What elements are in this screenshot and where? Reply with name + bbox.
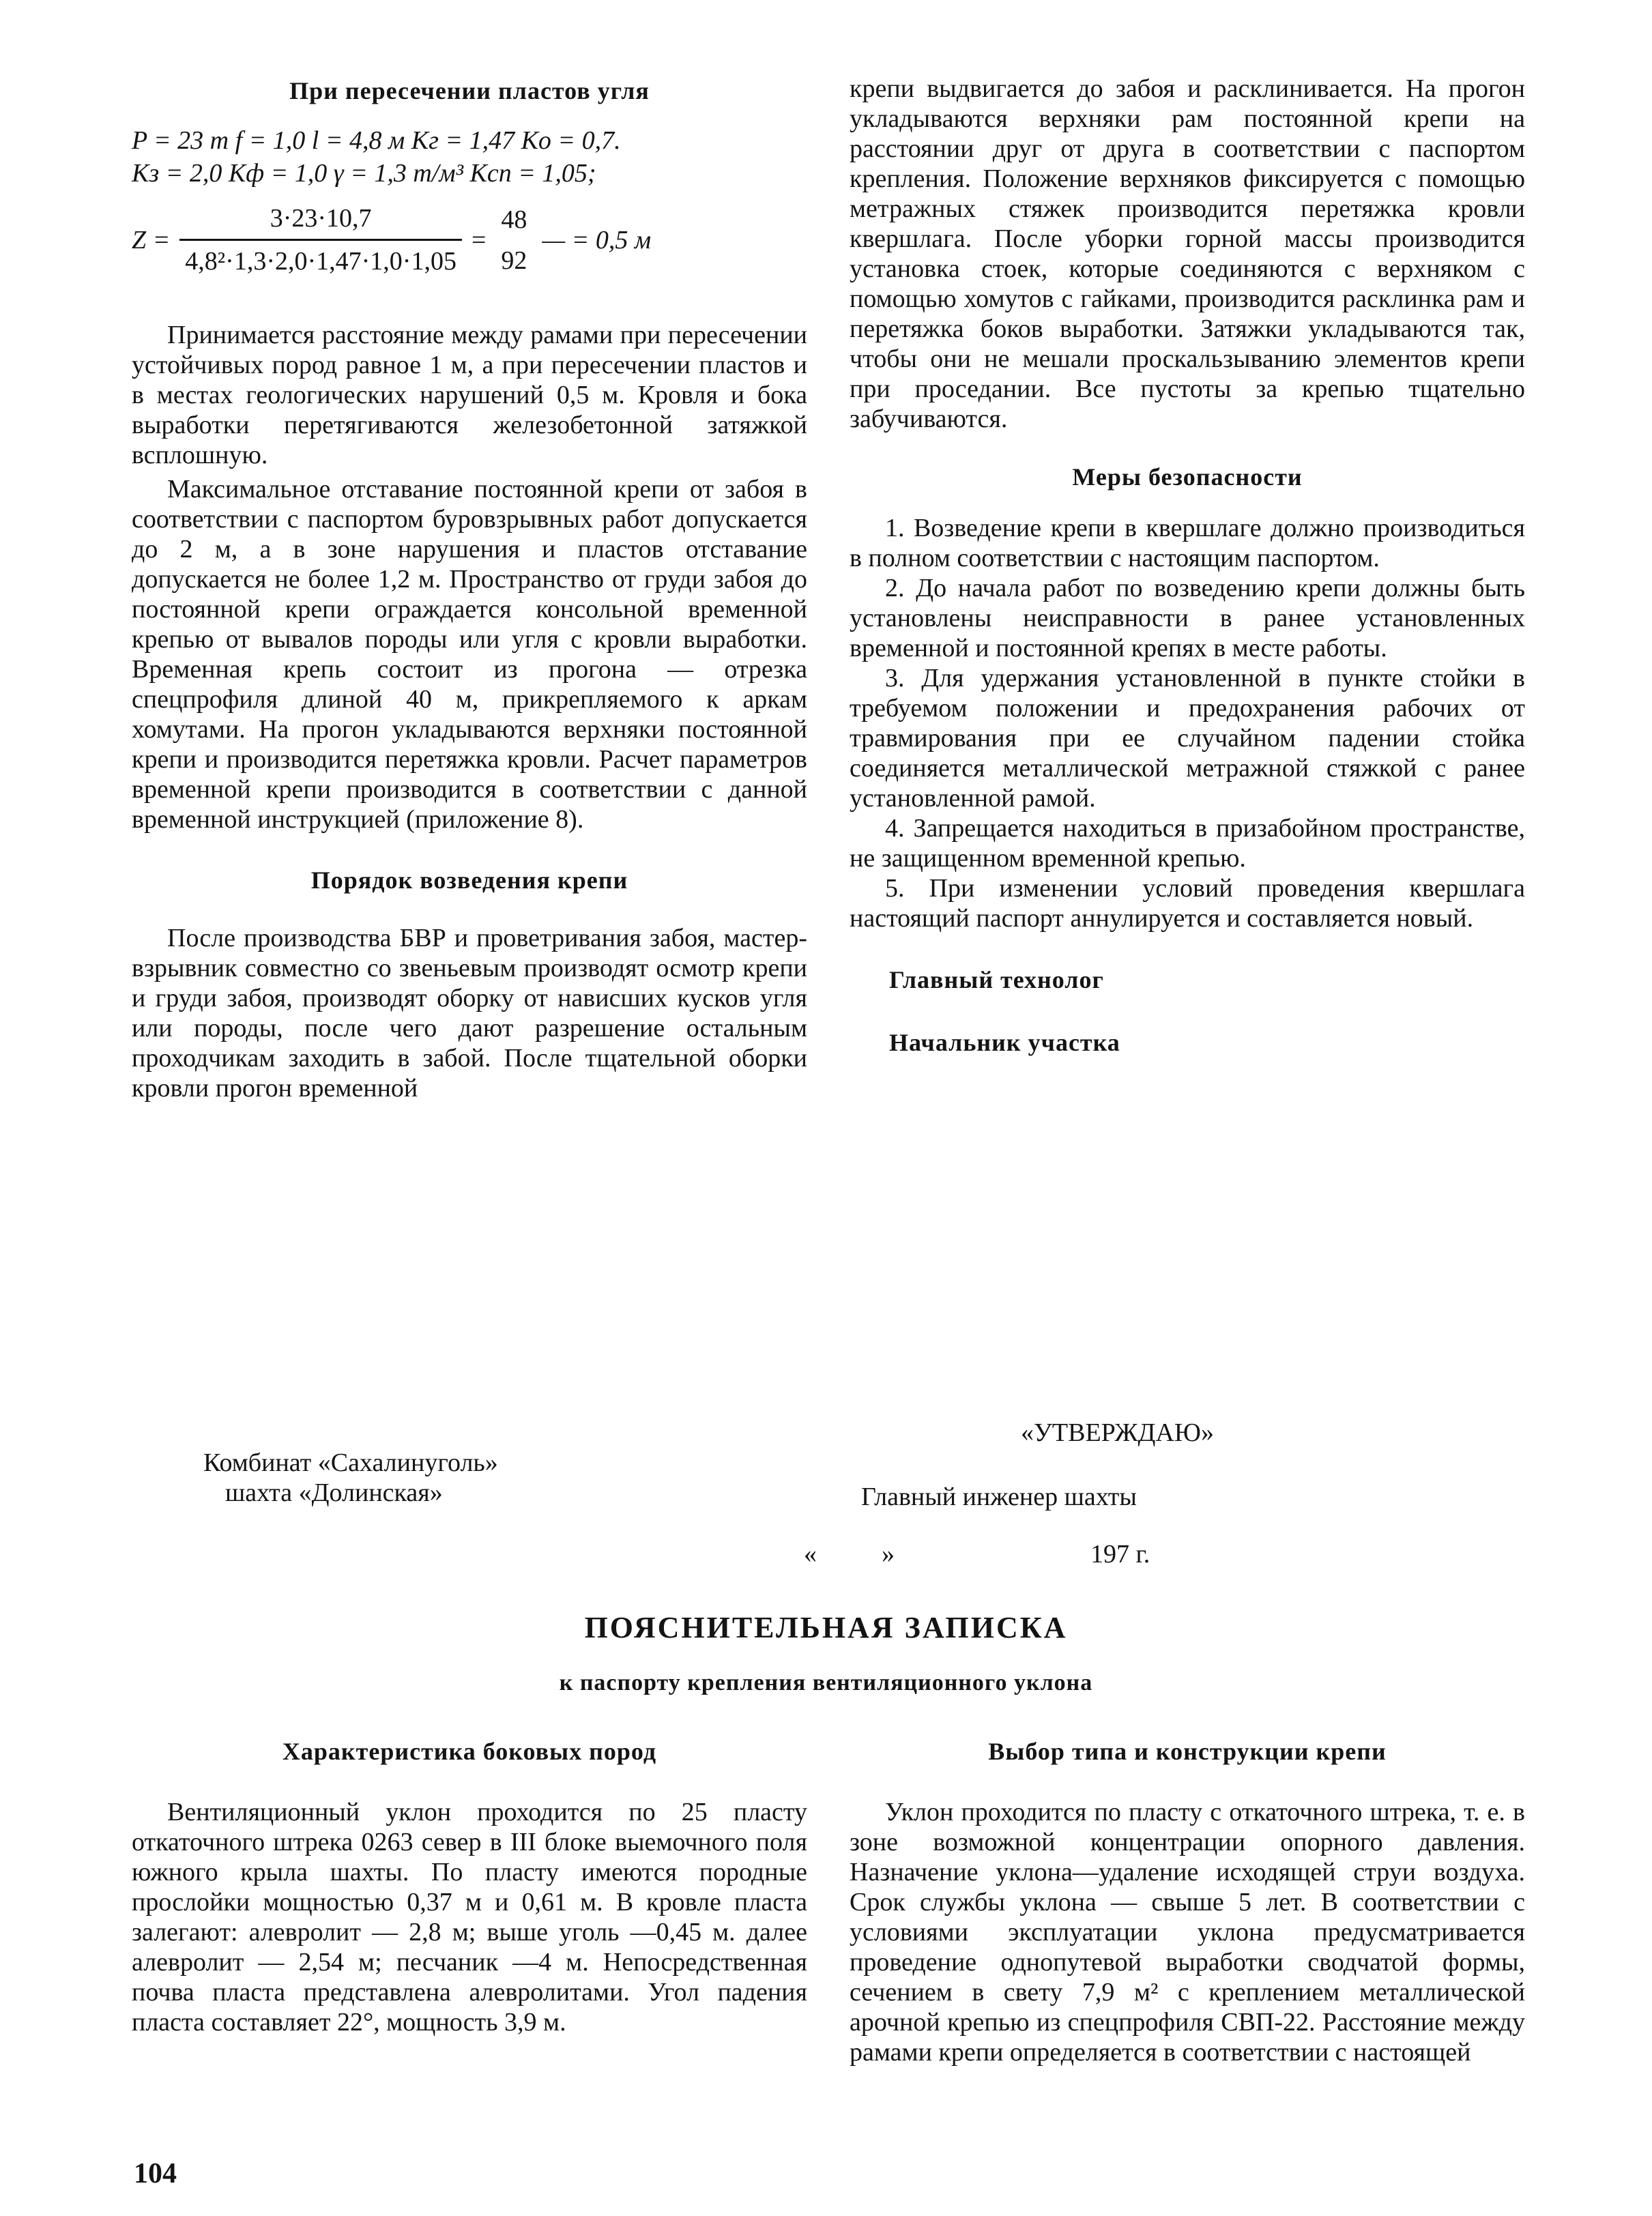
- paragraph-side-rocks: Вентиляционный уклон проходится по 25 пласту откаточного штрека 0263 север в III блоке выемочного поля южного крыла шахты. По пласту имеются породные прослойки мощностью 0,37 м и 0,61 м. В кровле пласта залегают: алевролит — 2,8 м; выше уголь —0,45 м. далее алевролит — 2,54 м; песчаник —4 м. Непосредственная почва пласта представлена алевролитами. Угол падения пласта составляет 22°, мощность 3,9 м.: [132, 1798, 807, 2037]
- formula-numerator-2: 48: [501, 205, 527, 234]
- paragraph-max-lag: Максимальное отставание постоянной крепи от забоя в соответствии с паспортом буровзрывных работ допускается до 2 м, а в зоне нарушения и пластов отставание допускается не более 1,2 м. Пространство от груди забоя до постоянной крепи ограждается консольной временной крепью от вывалов породы или угля с кровли выработки. Временная крепь состоит из прогона — отрезка спецпрофиля длиной 40 м, прикрепляемого к аркам хомутами. На прогон укладываются верхняки постоянной крепи и производится перетяжка кровли. Расчет параметров временной крепи производится в соответствии с данной временной инструкцией (приложение 8).: [132, 475, 807, 834]
- date-quote-open: «: [804, 1540, 817, 1569]
- formula-numerator: 3·23·10,7: [179, 202, 462, 241]
- formula-denominator-2: 92: [501, 246, 527, 275]
- document-title: ПОЯСНИТЕЛЬНАЯ ЗАПИСКА: [584, 1611, 1068, 1644]
- formula-equals: =: [471, 225, 487, 254]
- formula-z-label: Z =: [132, 225, 171, 254]
- formula-fraction-result: [495, 203, 532, 277]
- safety-item-1: 1. Возведение крепи в квершлаге должно производиться в полном соответствии с настоящим паспортом.: [850, 514, 1525, 572]
- date-quote-close: »: [882, 1540, 895, 1569]
- section-heading-safety: Меры безопасности: [1072, 463, 1303, 491]
- right-column-top: [850, 74, 1525, 1059]
- page-number: 104: [134, 2158, 177, 2189]
- safety-item-4: 4. Запрещается находиться в призабойном пространстве, не защищенном временной крепью.: [850, 814, 1525, 873]
- paragraph-prop-advance: крепи выдвигается до забоя и расклинивается. На прогон укладываются верхняки рам постоянной крепи на расстоянии друг от друга в соответствии с паспортом крепления. Положение верхняков фиксируется с помощью метражных стяжек производится перетяжка кровли квершлага. После уборки горной массы производится установка стоек, которые соединяются с верхняком с помощью хомутов с гайками, производится расклинка рам и перетяжка боков выработки. Затяжки укладываются так, чтобы они не мешали проскальзыванию элементов крепи при проседании. Все пустоты за крепью тщательно забучиваются.: [850, 74, 1525, 433]
- left-column-top: [132, 75, 807, 1103]
- left-column-bottom: [132, 1736, 807, 2037]
- safety-item-5: 5. При изменении условий проведения квершлага настоящий паспорт аннулируется и составляется новый.: [850, 874, 1525, 933]
- date-year: 197 г.: [1090, 1540, 1150, 1569]
- formula-fraction-main: [179, 202, 462, 278]
- section-heading-coal-seams: При пересечении пластов угля: [289, 77, 650, 104]
- formula-result: — = 0,5 м: [542, 225, 652, 254]
- signature-chief-technologist: Главный технолог: [889, 966, 1104, 993]
- paragraph-frame-distance: Принимается расстояние между рамами при пересечении устойчивых пород равное 1 м, а при пересечении пластов и в местах геологических нарушений 0,5 м. Кровля и бока выработки перетягиваются железобетонной затяжкой всплошную.: [132, 321, 807, 469]
- org-line-2: шахта «Долинская»: [225, 1478, 443, 1507]
- safety-item-3: 3. Для удержания установленной в пункте стойки в требуемом положении и предохранения рабочих от травмирования при ее случайном падении стойка соединяется металлической метражной стяжкой с ранее установленной рамой.: [850, 664, 1525, 813]
- formula-z: [132, 202, 807, 278]
- formula-denominator: 4,8²·1,3·2,0·1,47·1,0·1,05: [185, 247, 457, 276]
- org-line-1: Комбинат «Сахалинуголь»: [203, 1448, 498, 1477]
- signature-section-chief: Начальник участка: [889, 1029, 1120, 1056]
- right-column-bottom: [850, 1736, 1525, 2067]
- document-subtitle: к паспорту крепления вентиляционного уклона: [559, 1670, 1093, 1695]
- section-heading-support-choice: Выбор типа и конструкции крепи: [988, 1738, 1387, 1765]
- formula-params-line1: P = 23 т f = 1,0 l = 4,8 м Kг = 1,47 Kо = 0,7.: [132, 126, 621, 155]
- paragraph-support-choice: Уклон проходится по пласту с откаточного штрека, т. е. в зоне возможной концентрации опорного давления. Назначение уклона—удаление исходящей струи воздуха. Срок службы уклона — свыше 5 лет. В соответствии с условиями эксплуатации уклона предусматривается проведение однопутевой выработки сводчатой формы, сечением в свету 7,9 м² с креплением металлической арочной крепью из спецпрофиля СВП-22. Расстояние между рамами крепи определяется в соответствии с настоящей: [850, 1798, 1525, 2067]
- paragraph-after-blasting: После производства БВР и проветривания забоя, мастер-взрывник совместно со звеньевым производят осмотр крепи и груди забоя, производят оборку от нависших кусков угля или породы, после чего дают разрешение остальным проходчикам заходить в забой. После тщательной оборки кровли прогон временной: [132, 924, 807, 1103]
- safety-item-2: 2. До начала работ по возведению крепи должны быть установлены неисправности в ранее установленных временной и постоянной крепях в месте работы.: [850, 574, 1525, 662]
- section-heading-erection-order: Порядок возведения крепи: [310, 866, 628, 894]
- chief-engineer-label: Главный инженер шахты: [861, 1483, 1137, 1511]
- section-heading-side-rocks: Характеристика боковых пород: [282, 1738, 657, 1765]
- formula-params-line2: Kз = 2,0 Kф = 1,0 γ = 1,3 т/м³ Kсп = 1,05;: [132, 159, 596, 188]
- approve-stamp: «УТВЕРЖДАЮ»: [1021, 1418, 1214, 1447]
